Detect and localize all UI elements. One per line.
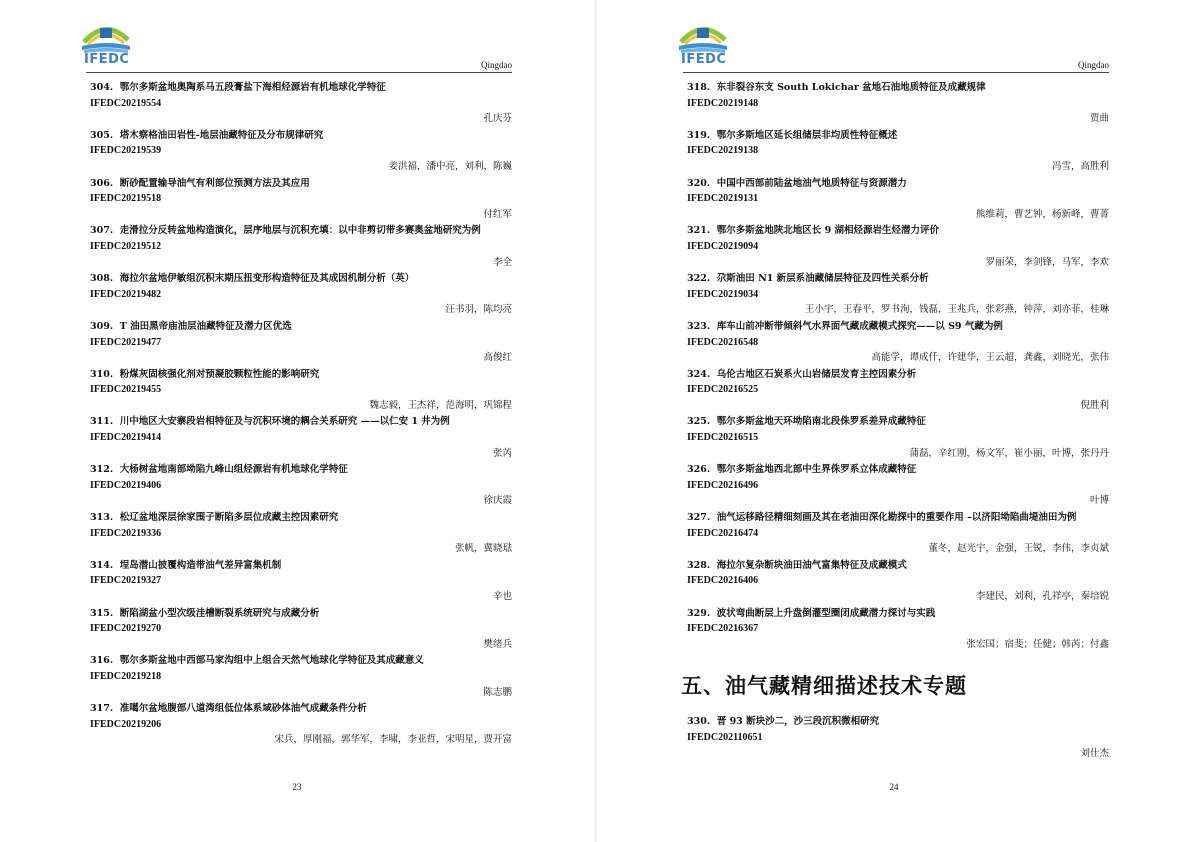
- paper-title-text: 粉煤灰固核强化剂对预凝胶颗粒性能的影响研究: [119, 368, 320, 380]
- paper-authors: 叶博: [1089, 495, 1109, 507]
- paper-number: 320.: [687, 177, 711, 189]
- ifedc-logo-icon: [78, 16, 134, 54]
- paper-number: 307.: [90, 225, 114, 237]
- paper-authors: 魏志毅，王杰祥，范海明，巩锦程: [369, 399, 512, 411]
- paper-title: [687, 606, 1109, 622]
- paper-id: IFEDC20219034: [687, 288, 759, 300]
- paper-id: IFEDC20219539: [90, 145, 162, 157]
- right-page: [597, 0, 1191, 842]
- paper-entry: [687, 367, 1109, 414]
- paper-id: IFEDC20216525: [687, 384, 759, 396]
- paper-id: IFEDC20219477: [90, 336, 162, 348]
- paper-title-text: 乌伦古地区石炭系火山岩储层发育主控因素分析: [716, 368, 917, 380]
- paper-id: IFEDC20216515: [687, 432, 759, 444]
- paper-id: IFEDC20219131: [687, 193, 759, 205]
- paper-title-text: 库车山前冲断带倾斜气水界面气藏成藏模式探究——以 S9 气藏为例: [716, 320, 1003, 332]
- header-city: Qingdao: [481, 60, 512, 70]
- paper-id: IFEDC20219336: [90, 527, 162, 539]
- paper-title-text: 鄂尔多斯盆地陕北地区长 9 湖相烃源岩生烃潜力评价: [716, 225, 939, 237]
- paper-entry: [90, 653, 512, 700]
- header-rule: [86, 72, 512, 73]
- paper-authors: 姜洪福，潘中亮，刘利，陈巍: [388, 160, 512, 172]
- paper-authors: 徐庆霞: [483, 495, 512, 507]
- paper-entry: [90, 80, 512, 127]
- paper-authors: 董冬，赵光宇，金强，王锐，李伟，李贞斌: [928, 543, 1109, 555]
- paper-entry: [687, 714, 1109, 761]
- ifedc-logo-icon: [675, 16, 731, 54]
- paper-title-text: 鄂尔多斯盆地天环坳陷南北段侏罗系差异成藏特征: [716, 416, 926, 428]
- page-number: 24: [889, 782, 899, 792]
- paper-number: 305.: [90, 129, 114, 141]
- paper-number: 318.: [687, 82, 711, 93]
- paper-authors: 张芮: [492, 447, 512, 459]
- paper-title: [90, 176, 512, 192]
- paper-title-text: 海拉尔盆地伊敏组沉积末期压扭变形构造特征及其成因机制分析（英）: [119, 273, 415, 285]
- paper-id: IFEDC20219518: [90, 193, 162, 205]
- paper-title-text: 松辽盆地深层徐家围子断陷多层位成藏主控因素研究: [119, 512, 339, 524]
- paper-title: [687, 223, 1109, 239]
- paper-id: IFEDC20219512: [90, 240, 162, 252]
- ifedc-logo: [675, 16, 731, 66]
- paper-title: [687, 271, 1109, 287]
- paper-entry: [90, 319, 512, 366]
- paper-title: [90, 128, 512, 144]
- paper-entry: [687, 606, 1109, 653]
- paper-id: IFEDC20219554: [90, 97, 162, 109]
- paper-authors: 汪书羽，陈均亮: [445, 304, 512, 316]
- paper-entry: [90, 414, 512, 461]
- paper-number: 309.: [90, 320, 114, 332]
- paper-entry: [687, 558, 1109, 605]
- paper-title: [90, 701, 512, 717]
- paper-title: [90, 558, 512, 574]
- paper-number: 310.: [90, 368, 114, 380]
- paper-title-text: 鄂尔多斯盆地奥陶系马五段膏盐下海相烃源岩有机地球化学特征: [119, 82, 386, 93]
- paper-entry: [687, 462, 1109, 509]
- paper-title: [687, 714, 1109, 730]
- paper-number: 323.: [687, 320, 711, 332]
- paper-authors: 孔庆芬: [483, 113, 512, 125]
- paper-title: [687, 319, 1109, 335]
- paper-title: [90, 653, 512, 669]
- logo-text: IFEDC: [681, 52, 727, 67]
- paper-title-text: 波状弯曲断层上升盘倒灌型圈闭成藏潜力探讨与实践: [716, 607, 936, 619]
- paper-authors: 高俊红: [483, 352, 512, 364]
- paper-authors: 张帆，冀晓琺: [454, 543, 512, 555]
- paper-title: [90, 510, 512, 526]
- paper-entry: [90, 176, 512, 223]
- paper-authors: 贾曲: [1089, 113, 1109, 125]
- paper-title-text: 海拉尔复杂断块油田油气富集特征及成藏模式: [716, 559, 907, 571]
- section-title: 五、油气藏精细描述技术专题: [681, 674, 967, 699]
- paper-title: [90, 80, 512, 96]
- paper-entry: [90, 462, 512, 509]
- paper-id: IFEDC20216474: [687, 527, 759, 539]
- paper-title: [90, 223, 512, 239]
- paper-id: IFEDC20219455: [90, 384, 162, 396]
- paper-number: 314.: [90, 559, 114, 571]
- paper-number: 313.: [90, 512, 114, 524]
- paper-authors: 李建民，刘利，孔祥亭，秦培锐: [975, 591, 1109, 602]
- paper-entry: [90, 367, 512, 414]
- paper-title-text: 断砂配置输导油气有利部位预测方法及其应用: [119, 177, 310, 189]
- paper-title: [90, 462, 512, 478]
- paper-title-text: 埕岛潜山披覆构造带油气差异富集机制: [119, 559, 282, 571]
- entry-list: [681, 80, 1109, 762]
- paper-title-text: 断陷湖盆小型次级洼槽断裂系统研究与成藏分析: [119, 607, 320, 619]
- paper-entry: [90, 271, 512, 318]
- paper-id: IFEDC20219206: [90, 718, 162, 730]
- paper-entry: [90, 128, 512, 175]
- paper-title-text: 尕斯油田 N1 新层系油藏储层特征及四性关系分析: [716, 273, 929, 285]
- paper-number: 308.: [90, 273, 114, 285]
- paper-number: 321.: [687, 225, 711, 237]
- paper-id: IFEDC20219138: [687, 145, 759, 157]
- paper-id: IFEDC20219406: [90, 479, 162, 491]
- paper-authors: 李全: [492, 256, 512, 268]
- paper-number: 312.: [90, 464, 114, 476]
- paper-entry: [687, 223, 1109, 270]
- paper-title: [687, 176, 1109, 192]
- paper-entry: [90, 510, 512, 557]
- paper-id: IFEDC202110651: [687, 731, 763, 743]
- paper-title: [687, 558, 1109, 574]
- paper-authors: 高能学，谭成仟，许建华，王云超，龚鑫，刘晓光，张伟: [871, 352, 1109, 364]
- page-number: 23: [292, 782, 302, 792]
- paper-title-text: 川中地区大安寨段岩相特征及与沉积环境的耦合关系研究 ——以仁安 1 井为例: [119, 416, 450, 428]
- paper-authors: 冯雪，高胜利: [1051, 160, 1109, 172]
- paper-title-text: 油气运移路径精细刻画及其在老油田深化勘探中的重要作用 –以济阳坳陷曲堤油田为例: [716, 512, 1077, 524]
- paper-title-text: 塔木察格油田岩性-地层油藏特征及分布规律研究: [119, 129, 324, 141]
- paper-title: [90, 319, 512, 335]
- paper-id: IFEDC20216548: [687, 336, 759, 348]
- paper-title-text: 鄂尔多斯地区延长组储层非均质性特征概述: [716, 129, 898, 141]
- paper-id: IFEDC20216496: [687, 479, 759, 491]
- paper-authors: 刘仕杰: [1080, 747, 1109, 759]
- paper-number: 330.: [687, 716, 711, 728]
- paper-id: IFEDC20216367: [687, 623, 759, 635]
- paper-entry: [687, 271, 1109, 318]
- paper-title: [687, 367, 1109, 383]
- paper-entry: [687, 128, 1109, 175]
- paper-number: 325.: [687, 416, 711, 428]
- paper-entry: [90, 558, 512, 605]
- paper-id: IFEDC20219482: [90, 288, 162, 300]
- paper-number: 311.: [90, 416, 114, 428]
- paper-number: 324.: [687, 368, 711, 380]
- paper-title: [90, 414, 512, 430]
- paper-number: 304.: [90, 82, 114, 93]
- paper-title: [687, 510, 1109, 526]
- paper-authors: 罗丽荣，李剑锋，马军，李欢: [985, 256, 1109, 268]
- paper-title-text: 东非裂谷东支 South Lokichar 盆地石油地质特征及成藏规律: [716, 82, 986, 93]
- paper-title: [90, 271, 512, 287]
- header-rule: [683, 72, 1109, 73]
- entry-list: [90, 80, 512, 749]
- paper-title-text: 大杨树盆地南部坳陷九峰山组烃源岩有机地球化学特征: [119, 464, 348, 476]
- paper-entry: [90, 223, 512, 270]
- paper-authors: 辛也: [492, 591, 512, 602]
- paper-entry: [687, 80, 1109, 127]
- paper-authors: 王小宇，王春平，罗书洵，钱磊，王兆兵，张彩燕，钟萍，刘亦菲，桂琳: [804, 304, 1109, 316]
- paper-title: [687, 414, 1109, 430]
- paper-entry: [687, 510, 1109, 557]
- paper-authors: 宋兵，厚刚福，郭华军，李啸，李亚哲，宋明星，贾开富: [274, 734, 512, 746]
- paper-title-text: 准噶尔盆地腹部八道湾组低位体系域砂体油气成藏条件分析: [119, 703, 367, 715]
- paper-number: 319.: [687, 129, 711, 141]
- paper-number: 326.: [687, 464, 711, 476]
- paper-title-text: T 油田黑帝庙油层油藏特征及潜力区优选: [119, 320, 292, 332]
- paper-number: 328.: [687, 559, 711, 571]
- ifedc-logo: [78, 16, 134, 66]
- paper-number: 315.: [90, 607, 114, 619]
- paper-entry: [687, 414, 1109, 461]
- paper-id: IFEDC20216406: [687, 575, 759, 587]
- paper-title-text: 鄂尔多斯盆地西北部中生界侏罗系立体成藏特征: [716, 464, 917, 476]
- paper-authors: 付红军: [483, 208, 512, 220]
- paper-title-text: 鄂尔多斯盆地中西部马家沟组中上组合天然气地球化学特征及其成藏意义: [119, 655, 424, 667]
- paper-title: [687, 128, 1109, 144]
- paper-authors: 樊绪兵: [483, 638, 512, 650]
- paper-title-text: 走滑拉分反转盆地构造演化，层序地层与沉积充填：以中非剪切带多赛奥盆地研究为例: [119, 225, 481, 237]
- paper-number: 327.: [687, 512, 711, 524]
- paper-title-text: 中国中西部前陆盆地油气地质特征与资源潜力: [716, 177, 907, 189]
- paper-title: [687, 462, 1109, 478]
- paper-id: IFEDC20219270: [90, 623, 162, 635]
- paper-entry: [687, 319, 1109, 366]
- paper-authors: 倪胜利: [1080, 399, 1109, 411]
- paper-id: IFEDC20219094: [687, 240, 759, 252]
- paper-id: IFEDC20219414: [90, 432, 162, 444]
- paper-title: [90, 367, 512, 383]
- logo-text: IFEDC: [84, 52, 130, 67]
- paper-title: [90, 606, 512, 622]
- header-city: Qingdao: [1078, 60, 1109, 70]
- paper-number: 329.: [687, 607, 711, 619]
- paper-title-text: 晋 93 断块沙二，沙三段沉积微相研究: [716, 716, 880, 728]
- paper-authors: 陈志鹏: [483, 686, 512, 698]
- paper-number: 306.: [90, 177, 114, 189]
- paper-entry: [687, 176, 1109, 223]
- paper-id: IFEDC20219148: [687, 97, 759, 109]
- left-page: [0, 0, 594, 842]
- paper-number: 322.: [687, 273, 711, 285]
- paper-authors: 张宏国；宿斐；任健；韩芮；付鑫: [966, 638, 1109, 650]
- paper-entry: [90, 606, 512, 653]
- paper-number: 316.: [90, 655, 114, 667]
- paper-number: 317.: [90, 703, 114, 715]
- paper-authors: 熊维莉，曹艺钟，杨新峰，曹菁: [975, 208, 1109, 220]
- paper-title: [687, 80, 1109, 96]
- paper-authors: 蒲磊，辛红刚，杨文军，崔小丽，叶博，张丹丹: [909, 447, 1109, 459]
- paper-entry: [90, 701, 512, 748]
- paper-id: IFEDC20219218: [90, 670, 162, 682]
- paper-id: IFEDC20219327: [90, 575, 162, 587]
